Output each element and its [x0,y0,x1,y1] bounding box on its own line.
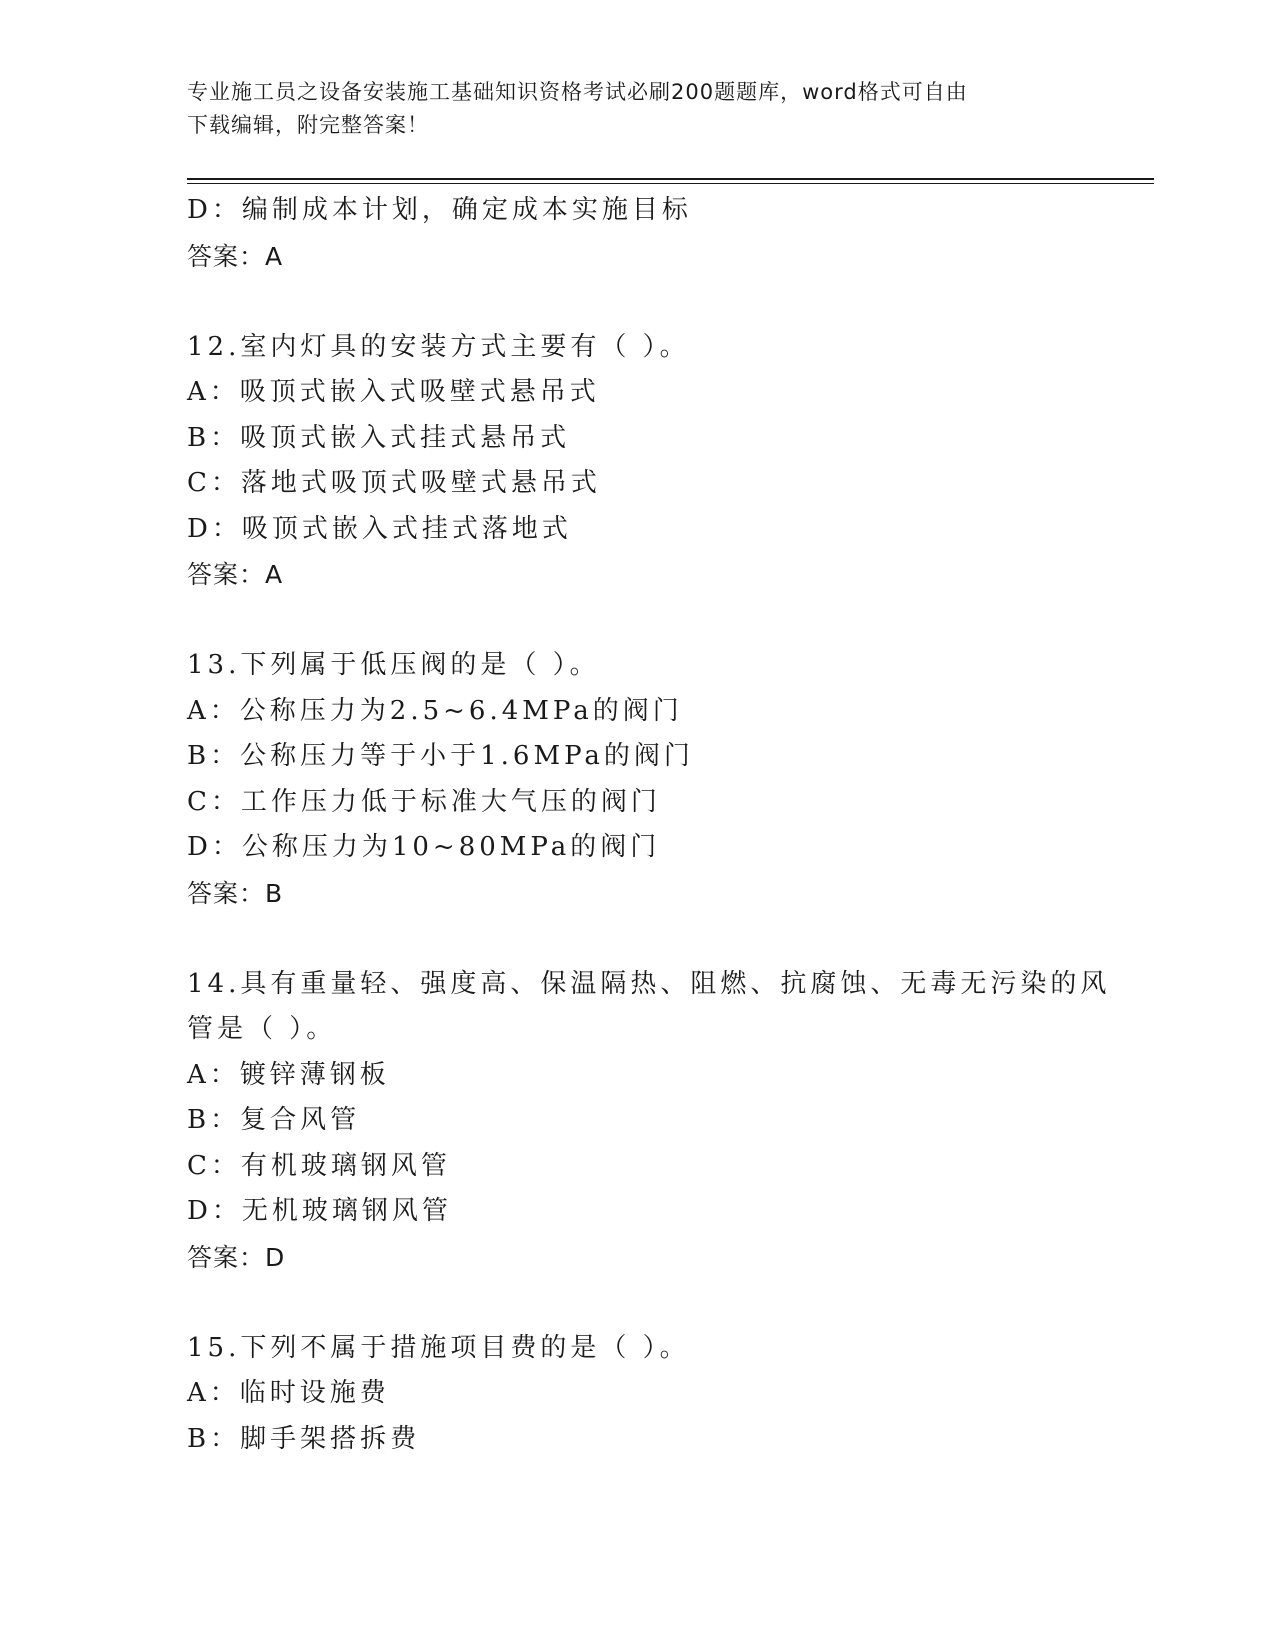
option-b: B：复合风管 [187,1105,361,1135]
option-d: D：吸顶式嵌入式挂式落地式 [187,513,572,544]
question-13 [187,643,1087,916]
question-list [187,188,1111,1462]
option-b: B：吸顶式嵌入式挂式悬吊式 [187,422,571,453]
option-a: A：吸顶式嵌入式吸壁式悬吊式 [187,377,600,407]
option-d: D：公称压力为10~80MPa的阀门 [187,832,661,862]
header-line-1: 专业施工员之设备安装施工基础知识资格考试必刷200题题库，word格式可自由 [187,80,968,104]
question-11-tail [187,188,1087,279]
option-a: A：镀锌薄钢板 [187,1059,390,1090]
option-d: D：编制成本计划，确定成本实施目标 [187,195,692,225]
header-divider-thin [187,183,1154,184]
question-12 [187,325,1087,598]
header-line-2: 下载编辑，附完整答案！ [187,113,429,137]
question-stem: 15.下列不属于措施项目费的是（ ）。 [187,1332,690,1363]
document-header [187,76,1087,142]
question-gap [187,916,1087,962]
option-c: C：有机玻璃钢风管 [187,1150,451,1181]
question-gap [187,279,1087,325]
option-c: C：工作压力低于标准大气压的阀门 [187,786,661,817]
question-stem-line-1: 14.具有重量轻、强度高、保温隔热、阻燃、抗腐蚀、无毒无污染的风 [187,968,1111,999]
question-14 [187,962,1111,1281]
answer-line: 答案：A [187,560,284,589]
header-divider-thick [187,178,1154,180]
question-gap [187,598,1087,644]
answer-line: 答案：B [187,878,284,908]
option-c: C：落地式吸顶式吸壁式悬吊式 [187,468,601,498]
option-a: A：临时设施费 [187,1378,390,1408]
option-d: D：无机玻璃钢风管 [187,1196,452,1226]
answer-line: 答案：A [187,241,284,271]
answer-line: 答案：D [187,1242,286,1272]
question-stem: 12.室内灯具的安装方式主要有（ ）。 [187,331,690,362]
option-a: A：公称压力为2.5~6.4MPa的阀门 [187,695,683,726]
question-stem: 13.下列属于低压阀的是（ ）。 [187,650,600,680]
question-gap [187,1280,1087,1326]
option-b: B：脚手架搭拆费 [187,1423,421,1454]
option-b: B：公称压力等于小于1.6MPa的阀门 [187,741,694,771]
question-15 [187,1326,1087,1463]
question-stem-line-2: 管是（ ）。 [187,1014,337,1044]
